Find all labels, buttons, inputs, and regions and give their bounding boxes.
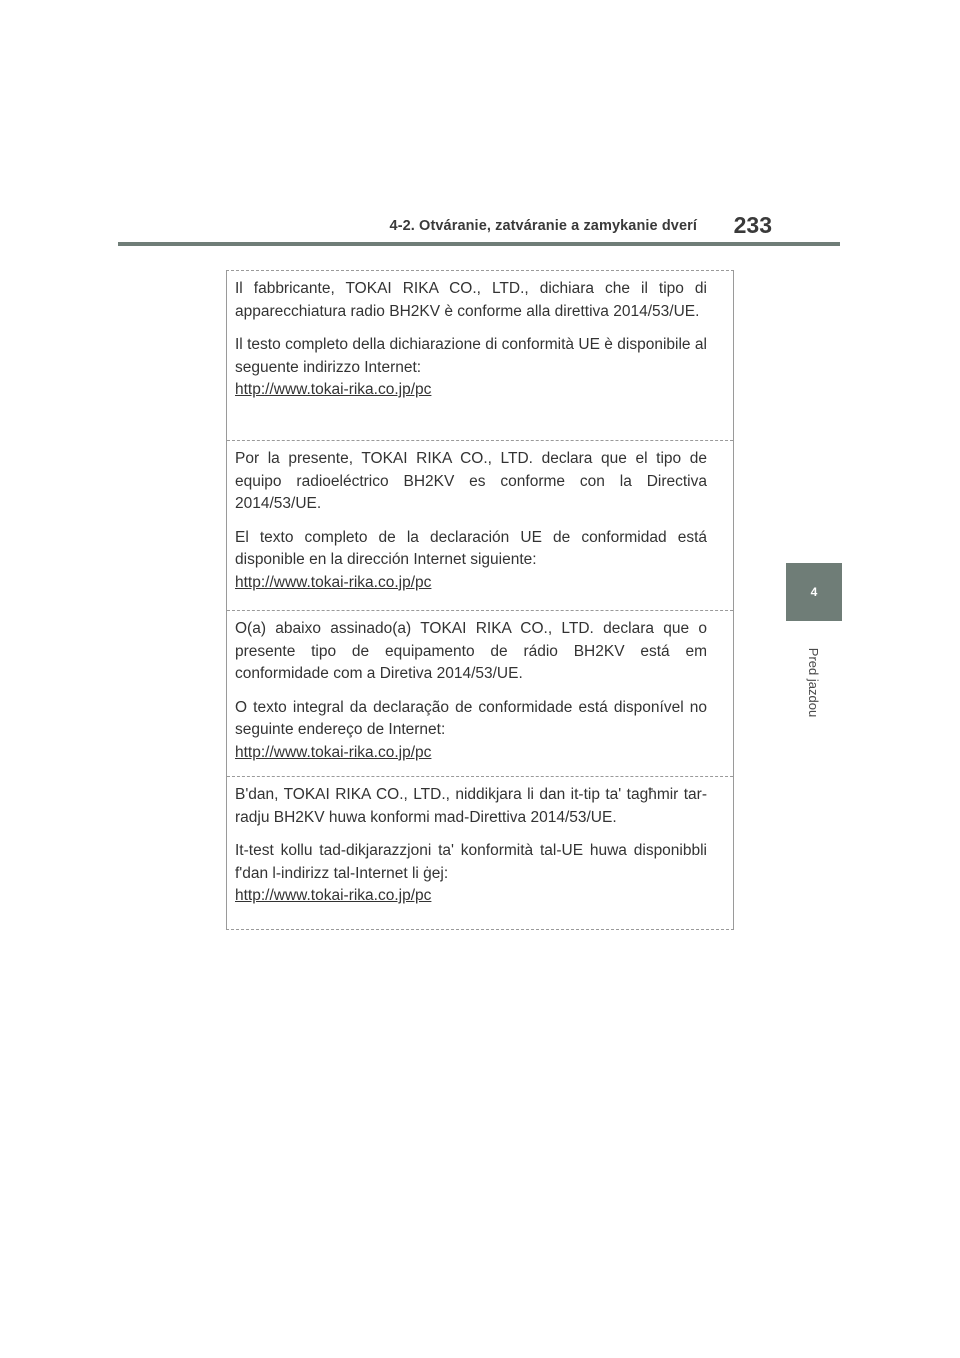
chapter-tab [786,563,842,621]
declaration-spanish [227,441,733,611]
declaration-url-link[interactable]: http://www.tokai-rika.co.jp/pc [235,743,432,761]
header-divider [118,242,840,246]
declaration-availability: El texto completo de la declaración UE de conformidad está disponible en la dirección Internet siguiente: [235,528,707,568]
declaration-statement: Por la presente, TOKAI RIKA CO., LTD. declara que el tipo de equipo radioeléctrico BH2KV es conforme con la Directiva 2014/53/UE. [235,450,707,512]
declaration-url-link[interactable]: http://www.tokai-rika.co.jp/pc [235,887,432,904]
chapter-label [764,632,864,732]
chapter-title: Pred jazdou [806,647,822,717]
declaration-statement: Il fabbricante, TOKAI RIKA CO., LTD., dichiara che il tipo di apparecchiatura radio BH2KV è conforme alla direttiva 2014/53/UE. [235,280,707,320]
section-title: 4-2. Otváranie, zatváranie a zamykanie dverí [389,218,697,234]
declaration-statement: O(a) abaixo assinado(a) TOKAI RIKA CO., LTD. declara que o presente tipo de equipamento de rádio BH2KV está em conformidade com a Diretiva 2014/53/UE. [235,620,707,682]
declaration-url-link[interactable]: http://www.tokai-rika.co.jp/pc [235,381,432,398]
declaration-availability: O texto integral da declaração de conformidade está disponível no seguinte endereço de Internet: [235,698,707,738]
declarations-box [226,270,734,930]
declaration-availability: Il testo completo della dichiarazione di conformità UE è disponibile al seguente indirizzo Internet: [235,336,707,376]
declaration-url-link[interactable]: http://www.tokai-rika.co.jp/pc [235,573,432,591]
page-number: 233 [733,212,772,238]
declaration-portuguese [227,611,733,777]
declaration-italian [227,271,733,441]
declaration-availability: It-test kollu tad-dikjarazzjoni ta' konformità tal-UE huwa disponibbli f'dan l-indirizz tal-Internet li ġej: [235,842,707,882]
declaration-statement: B'dan, TOKAI RIKA CO., LTD., niddikjara li dan it-tip ta' tagħmir tar-radju BH2KV huwa konformi mad-Direttiva 2014/53/UE. [235,786,707,826]
chapter-number: 4 [810,585,818,599]
declaration-maltese [227,777,733,929]
